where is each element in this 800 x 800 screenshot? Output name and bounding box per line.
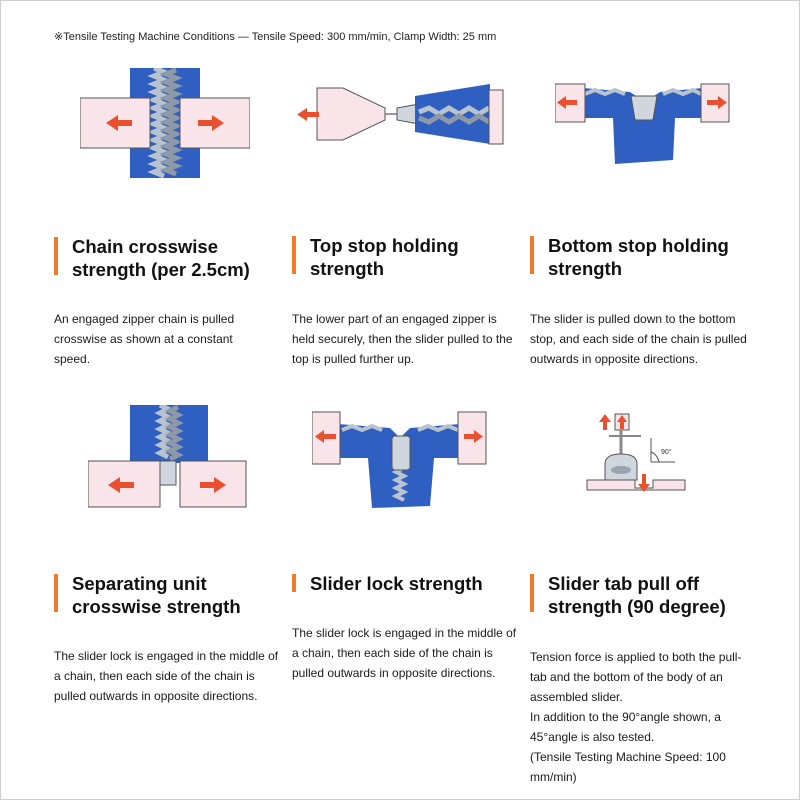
description-slider-lock: The slider lock is engaged in the middle of a chain, then each side of the chain is pulled outwards in opposite directions. [292, 626, 517, 680]
title-chain-crosswise [54, 235, 289, 281]
description-separating-unit: The slider lock is engaged in the middle of a chain, then each side of the chain is pulled outwards in opposite directions. [54, 649, 279, 703]
description-top-stop: The lower part of an engaged zipper is held securely, then the slider pulled to the top is pulled further up. [292, 312, 513, 366]
top-stop-left-arrow-icon [297, 108, 319, 121]
title-separating-unit [54, 572, 289, 618]
accent-bar [530, 236, 534, 274]
heading: Separating unit crosswise strength [72, 573, 241, 617]
angle-label: 90° [661, 449, 672, 456]
heading: Chain crosswise strength (per 2.5cm) [72, 236, 250, 280]
zipper-teeth [154, 68, 176, 176]
accent-bar [530, 574, 534, 612]
top-clamp [317, 88, 385, 140]
heading: Slider lock strength [310, 573, 483, 594]
heading: Top stop holding strength [310, 235, 459, 279]
description-chain-crosswise: An engaged zipper chain is pulled crosswise as shown at a constant speed. [54, 312, 235, 366]
figure-chain-crosswise [80, 68, 250, 178]
description-tab-pull-off: Tension force is applied to both the pull-tab and the bottom of the body of an assembled slider. In addition to the 90°angle shown, a 45°angle is also tested. (Tensile Testing Machine Speed: 100 mm/min) [530, 650, 742, 784]
figure-separating-unit [88, 405, 248, 510]
accent-bar [292, 574, 296, 592]
figure-top-stop [295, 78, 505, 158]
figure-slider-lock [312, 410, 487, 510]
up-arrow-icon [599, 414, 611, 430]
accent-bar [292, 236, 296, 274]
accent-bar [54, 574, 58, 612]
accent-bar [54, 237, 58, 275]
figure-tab-pull-off [585, 410, 695, 505]
bottom-clamp [489, 90, 503, 144]
figure-bottom-stop [555, 80, 730, 170]
heading: Bottom stop holding strength [548, 235, 729, 279]
title-bottom-stop [530, 234, 765, 280]
bottom-stop-slider [631, 96, 657, 120]
lock-slider [392, 436, 410, 470]
description-bottom-stop: The slider is pulled down to the bottom stop, and each side of the chain is pulled outwards in opposite directions. [530, 312, 747, 366]
title-top-stop [292, 234, 527, 280]
title-slider-lock [292, 572, 527, 595]
heading: Slider tab pull off strength (90 degree) [548, 573, 726, 617]
title-tab-pull-off [530, 572, 765, 618]
bottom-clamp [587, 480, 685, 490]
test-conditions-note: ※Tensile Testing Machine Conditions — Tensile Speed: 300 mm/min, Clamp Width: 25 mm [54, 31, 497, 43]
